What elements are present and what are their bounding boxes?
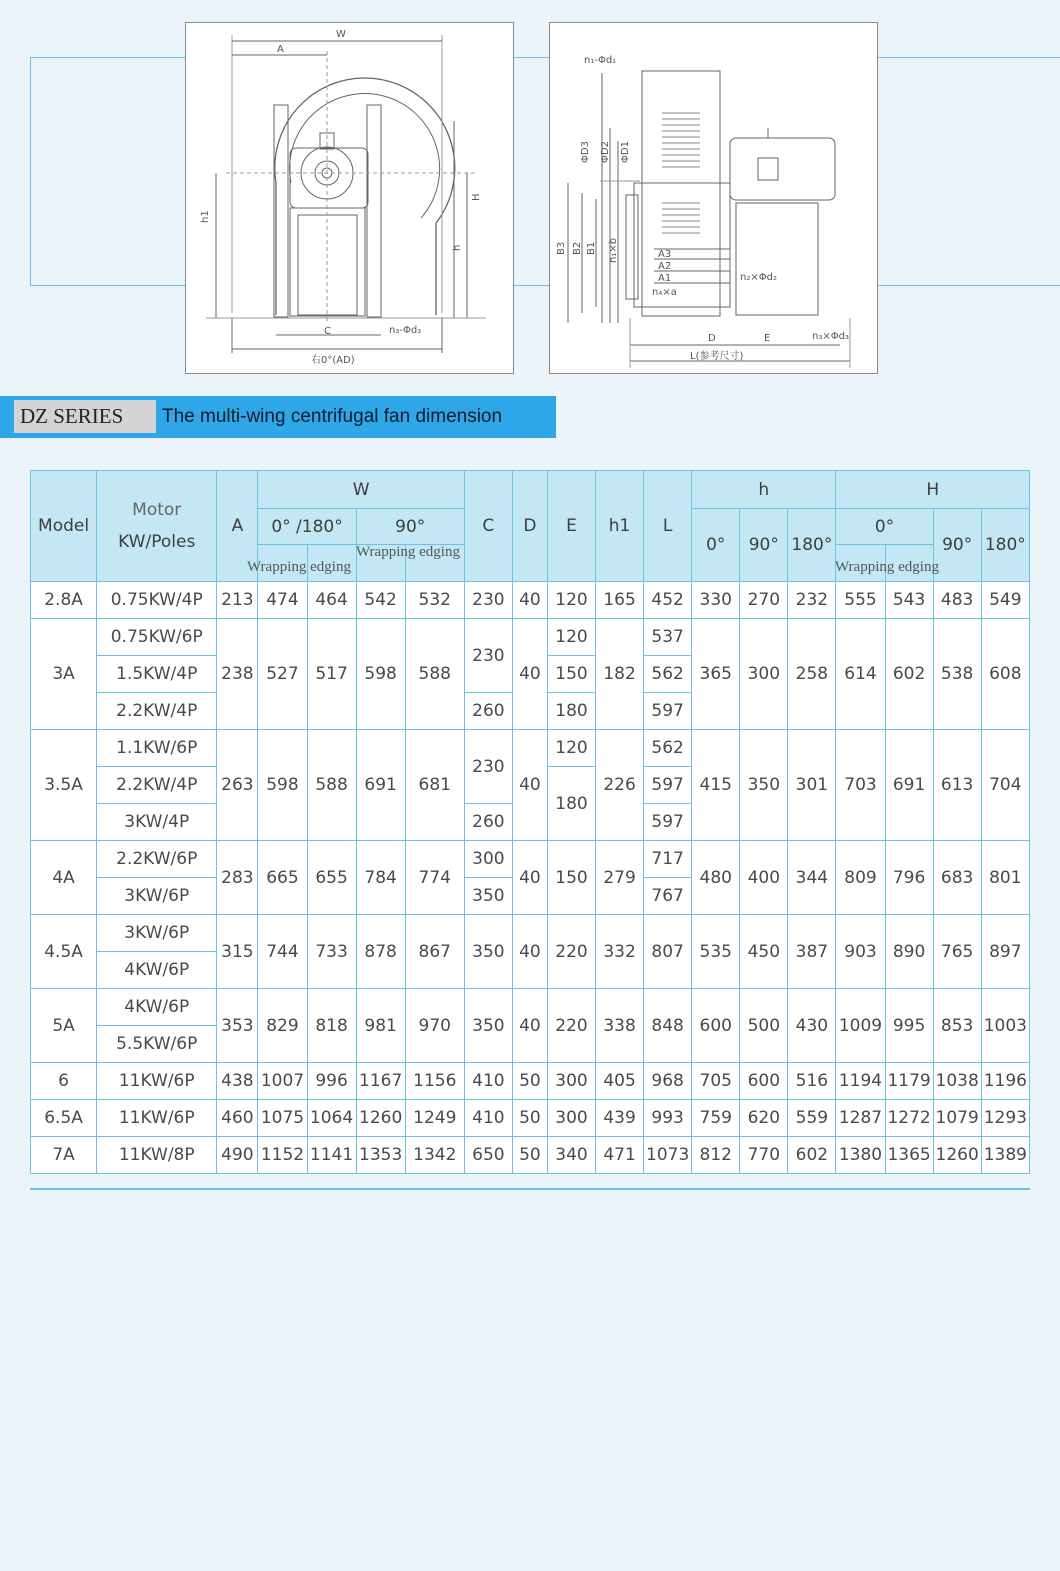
side-dim-b2: B2 bbox=[572, 241, 583, 255]
frame-line-mid-bottom bbox=[513, 285, 549, 286]
cell-h-180: 232 bbox=[788, 582, 836, 619]
header-h-180: 180° bbox=[788, 509, 836, 582]
series-code: DZ SERIES bbox=[14, 400, 156, 433]
cell-l: 562 bbox=[644, 730, 692, 767]
side-dim-d3: ΦD3 bbox=[580, 141, 591, 163]
header-h-90: 90° bbox=[740, 509, 788, 582]
side-dim-a2: A2 bbox=[658, 261, 672, 272]
header-w: W bbox=[258, 471, 464, 509]
cell-e: 220 bbox=[547, 989, 595, 1063]
cell-model: 5A bbox=[31, 989, 97, 1063]
cell-a: 283 bbox=[217, 841, 258, 915]
cell-H-90: 613 bbox=[933, 730, 981, 841]
wrap-note-H-0: Wrapping edging bbox=[835, 559, 939, 575]
dimension-table-wrap bbox=[30, 470, 1030, 1571]
cell-w-180: 655 bbox=[307, 841, 356, 915]
cell-w-0: 527 bbox=[258, 619, 307, 730]
cell-l: 767 bbox=[644, 878, 692, 915]
frame-line-left-top bbox=[30, 57, 185, 58]
cell-h-0: 535 bbox=[692, 915, 740, 989]
table-row bbox=[31, 989, 1030, 1026]
cell-model: 6 bbox=[31, 1063, 97, 1100]
cell-H-180: 897 bbox=[981, 915, 1029, 989]
cell-motor: 11KW/6P bbox=[97, 1063, 217, 1100]
cell-w-90-b: 867 bbox=[405, 915, 464, 989]
header-e: E bbox=[547, 471, 595, 582]
cell-motor: 5.5KW/6P bbox=[97, 1026, 217, 1063]
cell-e: 120 bbox=[547, 582, 595, 619]
cell-model: 3A bbox=[31, 619, 97, 730]
cell-h-0: 330 bbox=[692, 582, 740, 619]
table-row bbox=[31, 841, 1030, 878]
side-dim-l: L(参考尺寸) bbox=[690, 351, 744, 362]
cell-l: 807 bbox=[644, 915, 692, 989]
cell-H-0-a: 809 bbox=[836, 841, 885, 915]
cell-H-180: 1003 bbox=[981, 989, 1029, 1063]
cell-H-0-b: 796 bbox=[885, 841, 933, 915]
cell-motor: 1.1KW/6P bbox=[97, 730, 217, 767]
cell-e: 180 bbox=[547, 767, 595, 841]
cell-h-180: 516 bbox=[788, 1063, 836, 1100]
cell-e: 300 bbox=[547, 1100, 595, 1137]
cell-h1: 182 bbox=[596, 619, 644, 730]
cell-w-90-a: 1167 bbox=[356, 1063, 405, 1100]
cell-e: 340 bbox=[547, 1137, 595, 1174]
cell-w-90-b: 1342 bbox=[405, 1137, 464, 1174]
cell-l: 597 bbox=[644, 693, 692, 730]
cell-w-0: 744 bbox=[258, 915, 307, 989]
cell-H-0-b: 691 bbox=[885, 730, 933, 841]
cell-motor: 0.75KW/4P bbox=[97, 582, 217, 619]
cell-l: 537 bbox=[644, 619, 692, 656]
front-dim-w: W bbox=[336, 29, 346, 40]
table-row bbox=[31, 1063, 1030, 1100]
cell-model: 4A bbox=[31, 841, 97, 915]
cell-H-90: 1079 bbox=[933, 1100, 981, 1137]
cell-w-90-a: 981 bbox=[356, 989, 405, 1063]
cell-a: 353 bbox=[217, 989, 258, 1063]
cell-h-180: 602 bbox=[788, 1137, 836, 1174]
header-h-upper: H bbox=[836, 471, 1030, 509]
cell-h1: 279 bbox=[596, 841, 644, 915]
cell-l: 848 bbox=[644, 989, 692, 1063]
header-w-0-180: 0° /180° bbox=[258, 509, 356, 545]
cell-h-180: 344 bbox=[788, 841, 836, 915]
frame-line-right-bottom bbox=[877, 285, 1060, 286]
cell-w-0: 598 bbox=[258, 730, 307, 841]
cell-c: 300 bbox=[464, 841, 512, 878]
frame-line-left-bottom bbox=[30, 285, 185, 286]
cell-l: 993 bbox=[644, 1100, 692, 1137]
cell-motor: 3KW/6P bbox=[97, 878, 217, 915]
header-h-lower: h bbox=[692, 471, 836, 509]
cell-w-90-a: 1260 bbox=[356, 1100, 405, 1137]
table-row bbox=[31, 1100, 1030, 1137]
cell-c: 350 bbox=[464, 878, 512, 915]
cell-motor: 2.2KW/6P bbox=[97, 841, 217, 878]
cell-w-90-b: 532 bbox=[405, 582, 464, 619]
cell-h-0: 759 bbox=[692, 1100, 740, 1137]
cell-H-0-b: 995 bbox=[885, 989, 933, 1063]
cell-e: 120 bbox=[547, 730, 595, 767]
cell-w-0: 1007 bbox=[258, 1063, 307, 1100]
cell-H-0-a: 614 bbox=[836, 619, 885, 730]
cell-H-90: 853 bbox=[933, 989, 981, 1063]
side-dim-d2: ΦD2 bbox=[600, 141, 611, 163]
cell-H-90: 538 bbox=[933, 619, 981, 730]
cell-c: 230 bbox=[464, 582, 512, 619]
cell-a: 263 bbox=[217, 730, 258, 841]
cell-c: 410 bbox=[464, 1100, 512, 1137]
series-title: The multi-wing centrifugal fan dimension bbox=[162, 406, 503, 427]
table-row bbox=[31, 1137, 1030, 1174]
front-caption: 右0°(AD) bbox=[311, 355, 355, 366]
cell-w-90-a: 1353 bbox=[356, 1137, 405, 1174]
cell-w-90-b: 774 bbox=[405, 841, 464, 915]
cell-H-0-b: 890 bbox=[885, 915, 933, 989]
cell-d: 40 bbox=[512, 989, 547, 1063]
header-h1: h1 bbox=[596, 471, 644, 582]
cell-w-180: 733 bbox=[307, 915, 356, 989]
header-H-180: 180° bbox=[981, 509, 1029, 582]
front-dim-a: A bbox=[277, 44, 284, 55]
header-motor-line2: KW/Poles bbox=[118, 532, 196, 552]
cell-H-90: 483 bbox=[933, 582, 981, 619]
cell-d: 50 bbox=[512, 1137, 547, 1174]
cell-h-90: 270 bbox=[740, 582, 788, 619]
side-dim-n4a: n₄×a bbox=[652, 287, 677, 298]
cell-a: 490 bbox=[217, 1137, 258, 1174]
cell-l: 968 bbox=[644, 1063, 692, 1100]
cell-c: 410 bbox=[464, 1063, 512, 1100]
header-motor-line1: Motor bbox=[132, 500, 182, 520]
header-l: L bbox=[644, 471, 692, 582]
cell-w-90-a: 542 bbox=[356, 582, 405, 619]
header-w-90: 90° bbox=[356, 509, 464, 545]
cell-w-180: 996 bbox=[307, 1063, 356, 1100]
cell-h-90: 620 bbox=[740, 1100, 788, 1137]
cell-h-0: 480 bbox=[692, 841, 740, 915]
frame-line-right-top bbox=[877, 57, 1060, 58]
cell-w-180: 818 bbox=[307, 989, 356, 1063]
cell-H-180: 1196 bbox=[981, 1063, 1029, 1100]
cell-w-90-a: 598 bbox=[356, 619, 405, 730]
cell-e: 120 bbox=[547, 619, 595, 656]
cell-h-180: 258 bbox=[788, 619, 836, 730]
side-dim-top-hole: n₁-Φd₁ bbox=[584, 55, 617, 66]
cell-model: 4.5A bbox=[31, 915, 97, 989]
frame-line-left-vertical bbox=[30, 57, 31, 286]
cell-H-0-a: 1380 bbox=[836, 1137, 885, 1174]
cell-h-0: 415 bbox=[692, 730, 740, 841]
cell-h1: 405 bbox=[596, 1063, 644, 1100]
cell-l: 1073 bbox=[644, 1137, 692, 1174]
cell-h-90: 350 bbox=[740, 730, 788, 841]
side-dim-b3: B3 bbox=[556, 241, 567, 255]
cell-h-180: 430 bbox=[788, 989, 836, 1063]
cell-h-90: 500 bbox=[740, 989, 788, 1063]
table-row bbox=[31, 915, 1030, 952]
cell-H-0-a: 903 bbox=[836, 915, 885, 989]
cell-H-0-a: 703 bbox=[836, 730, 885, 841]
cell-w-90-b: 1249 bbox=[405, 1100, 464, 1137]
cell-d: 40 bbox=[512, 582, 547, 619]
cell-e: 220 bbox=[547, 915, 595, 989]
cell-H-0-a: 555 bbox=[836, 582, 885, 619]
front-dim-h-upper: H bbox=[471, 193, 482, 201]
cell-c: 350 bbox=[464, 915, 512, 989]
header-model: Model bbox=[31, 471, 97, 582]
cell-h-90: 300 bbox=[740, 619, 788, 730]
cell-model: 6.5A bbox=[31, 1100, 97, 1137]
side-dim-a1: A1 bbox=[658, 273, 672, 284]
cell-w-180: 464 bbox=[307, 582, 356, 619]
cell-h-90: 770 bbox=[740, 1137, 788, 1174]
cell-e: 150 bbox=[547, 841, 595, 915]
cell-motor: 4KW/6P bbox=[97, 952, 217, 989]
cell-w-90-a: 784 bbox=[356, 841, 405, 915]
front-view-drawing bbox=[185, 22, 514, 374]
cell-H-180: 704 bbox=[981, 730, 1029, 841]
cell-h-0: 365 bbox=[692, 619, 740, 730]
cell-motor: 11KW/8P bbox=[97, 1137, 217, 1174]
cell-w-0: 829 bbox=[258, 989, 307, 1063]
header-H-90: 90° bbox=[933, 509, 981, 582]
cell-h1: 332 bbox=[596, 915, 644, 989]
cell-c: 260 bbox=[464, 804, 512, 841]
table-bottom-line bbox=[30, 1188, 1030, 1190]
cell-l: 562 bbox=[644, 656, 692, 693]
cell-h-0: 600 bbox=[692, 989, 740, 1063]
cell-w-90-a: 878 bbox=[356, 915, 405, 989]
cell-h-180: 559 bbox=[788, 1100, 836, 1137]
cell-w-180: 517 bbox=[307, 619, 356, 730]
front-dim-nd: n₃-Φd₃ bbox=[389, 325, 422, 336]
cell-d: 40 bbox=[512, 915, 547, 989]
cell-H-180: 549 bbox=[981, 582, 1029, 619]
cell-d: 40 bbox=[512, 841, 547, 915]
side-dim-n2d: n₂×Φd₂ bbox=[740, 272, 777, 283]
cell-H-90: 1038 bbox=[933, 1063, 981, 1100]
cell-c: 350 bbox=[464, 989, 512, 1063]
table-row bbox=[31, 730, 1030, 767]
cell-a: 213 bbox=[217, 582, 258, 619]
cell-w-0: 474 bbox=[258, 582, 307, 619]
cell-w-180: 1064 bbox=[307, 1100, 356, 1137]
cell-w-0: 1152 bbox=[258, 1137, 307, 1174]
front-dim-h1: h1 bbox=[200, 210, 211, 223]
side-dim-e: E bbox=[764, 333, 771, 344]
header-c: C bbox=[464, 471, 512, 582]
cell-H-180: 1293 bbox=[981, 1100, 1029, 1137]
cell-motor: 2.2KW/4P bbox=[97, 767, 217, 804]
cell-motor: 1.5KW/4P bbox=[97, 656, 217, 693]
cell-w-0: 665 bbox=[258, 841, 307, 915]
cell-H-0-a: 1194 bbox=[836, 1063, 885, 1100]
cell-w-90-b: 970 bbox=[405, 989, 464, 1063]
cell-H-180: 608 bbox=[981, 619, 1029, 730]
side-dim-d: D bbox=[708, 333, 716, 344]
cell-H-0-b: 1272 bbox=[885, 1100, 933, 1137]
cell-model: 2.8A bbox=[31, 582, 97, 619]
cell-d: 50 bbox=[512, 1063, 547, 1100]
cell-d: 50 bbox=[512, 1100, 547, 1137]
cell-a: 238 bbox=[217, 619, 258, 730]
header-d: D bbox=[512, 471, 547, 582]
header-a: A bbox=[217, 471, 258, 582]
cell-H-0-b: 1179 bbox=[885, 1063, 933, 1100]
cell-w-0: 1075 bbox=[258, 1100, 307, 1137]
header-motor bbox=[97, 471, 217, 582]
cell-H-0-a: 1009 bbox=[836, 989, 885, 1063]
cell-H-180: 801 bbox=[981, 841, 1029, 915]
front-dim-h-lower: h bbox=[452, 244, 463, 251]
cell-H-90: 683 bbox=[933, 841, 981, 915]
side-dim-n1b: n₁×b bbox=[608, 237, 619, 263]
cell-a: 460 bbox=[217, 1100, 258, 1137]
cell-h-90: 400 bbox=[740, 841, 788, 915]
cell-w-90-b: 588 bbox=[405, 619, 464, 730]
cell-h1: 226 bbox=[596, 730, 644, 841]
cell-d: 40 bbox=[512, 730, 547, 841]
table-row bbox=[31, 619, 1030, 656]
cell-h1: 471 bbox=[596, 1137, 644, 1174]
cell-a: 315 bbox=[217, 915, 258, 989]
cell-H-0-a: 1287 bbox=[836, 1100, 885, 1137]
cell-motor: 0.75KW/6P bbox=[97, 619, 217, 656]
cell-h-0: 705 bbox=[692, 1063, 740, 1100]
cell-h-0: 812 bbox=[692, 1137, 740, 1174]
side-dim-a3: A3 bbox=[658, 249, 672, 260]
cell-w-90-b: 1156 bbox=[405, 1063, 464, 1100]
cell-motor: 3KW/4P bbox=[97, 804, 217, 841]
cell-motor: 11KW/6P bbox=[97, 1100, 217, 1137]
cell-l: 717 bbox=[644, 841, 692, 878]
cell-H-90: 765 bbox=[933, 915, 981, 989]
frame-line-mid-top bbox=[513, 57, 549, 58]
table-row bbox=[31, 582, 1030, 619]
side-dim-b1: B1 bbox=[586, 241, 597, 255]
cell-model: 3.5A bbox=[31, 730, 97, 841]
cell-l: 452 bbox=[644, 582, 692, 619]
cell-c: 260 bbox=[464, 693, 512, 730]
cell-d: 40 bbox=[512, 619, 547, 730]
side-dim-n3d: n₃×Φd₃ bbox=[812, 331, 849, 342]
cell-e: 180 bbox=[547, 693, 595, 730]
cell-H-0-b: 1365 bbox=[885, 1137, 933, 1174]
dimension-table-body bbox=[31, 582, 1030, 1174]
cell-h-180: 387 bbox=[788, 915, 836, 989]
cell-h-90: 450 bbox=[740, 915, 788, 989]
side-view-drawing bbox=[549, 22, 878, 374]
cell-w-90-b: 681 bbox=[405, 730, 464, 841]
cell-H-90: 1260 bbox=[933, 1137, 981, 1174]
cell-h1: 439 bbox=[596, 1100, 644, 1137]
cell-w-180: 1141 bbox=[307, 1137, 356, 1174]
cell-e: 300 bbox=[547, 1063, 595, 1100]
cell-h-180: 301 bbox=[788, 730, 836, 841]
cell-l: 597 bbox=[644, 804, 692, 841]
cell-c: 230 bbox=[464, 619, 512, 693]
cell-motor: 2.2KW/4P bbox=[97, 693, 217, 730]
cell-c: 230 bbox=[464, 730, 512, 804]
cell-H-0-b: 543 bbox=[885, 582, 933, 619]
cell-a: 438 bbox=[217, 1063, 258, 1100]
cell-l: 597 bbox=[644, 767, 692, 804]
wrap-note-w-0-180: Wrapping edging bbox=[247, 559, 351, 575]
side-dim-d1: ΦD1 bbox=[620, 141, 631, 163]
cell-w-180: 588 bbox=[307, 730, 356, 841]
cell-e: 150 bbox=[547, 656, 595, 693]
front-dim-c: C bbox=[324, 326, 331, 337]
wrap-note-w-90: Wrapping edging bbox=[356, 544, 460, 560]
cell-c: 650 bbox=[464, 1137, 512, 1174]
cell-motor: 4KW/6P bbox=[97, 989, 217, 1026]
cell-h1: 165 bbox=[596, 582, 644, 619]
cell-h1: 338 bbox=[596, 989, 644, 1063]
cell-H-180: 1389 bbox=[981, 1137, 1029, 1174]
cell-H-0-b: 602 bbox=[885, 619, 933, 730]
header-H-0: 0° bbox=[836, 509, 933, 545]
header-h-0: 0° bbox=[692, 509, 740, 582]
cell-h-90: 600 bbox=[740, 1063, 788, 1100]
cell-motor: 3KW/6P bbox=[97, 915, 217, 952]
cell-w-90-a: 691 bbox=[356, 730, 405, 841]
cell-model: 7A bbox=[31, 1137, 97, 1174]
